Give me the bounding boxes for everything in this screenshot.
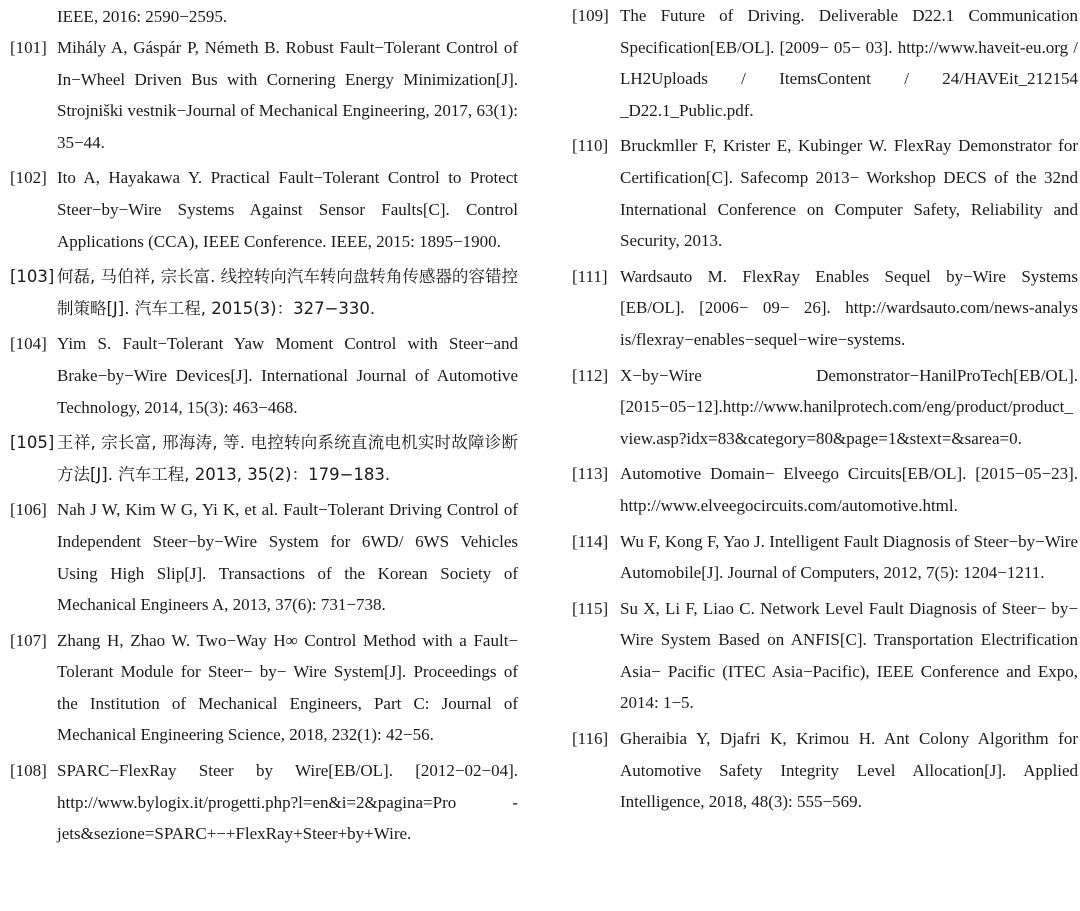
reference-text: Wardsauto M. FlexRay Enables Sequel by−Wire Systems [EB/OL]. [2006− 09− 26]. http://wardsauto.com/news-analys is/flexray−enables−sequel−wire−systems. <box>620 266 1078 349</box>
reference-item-101 <box>10 32 518 158</box>
reference-item-105 <box>10 427 518 490</box>
reference-number: [107] <box>10 630 47 650</box>
reference-text: Automotive Domain− Elveego Circuits[EB/OL]. [2015−05−23]. http://www.elveegocircuits.com/automotive.html. <box>620 464 1078 515</box>
reference-item-104 <box>10 328 518 423</box>
reference-number: [102] <box>10 168 47 188</box>
reference-column-right <box>572 0 1078 822</box>
reference-item-109 <box>572 0 1078 126</box>
reference-text: Ito A, Hayakawa Y. Practical Fault−Tolerant Control to Protect Steer−by−Wire Systems Against Sensor Faults[C]. Control Applications (CCA), IEEE Conference. IEEE, 2015: 1895−1900. <box>57 168 518 251</box>
reference-number: [112] <box>572 365 609 385</box>
reference-text: The Future of Driving. Deliverable D22.1 Communication Specification[EB/OL]. [2009− 05− 03]. http://www.haveit-eu.org / LH2Uploads / ItemsContent / 24/HAVEit_212154 _D22.1_Public.pdf. <box>620 6 1078 120</box>
reference-continuation: IEEE, 2016: 2590−2595. <box>57 7 228 26</box>
reference-text: Gheraibia Y, Djafri K, Krimou H. Ant Colony Algorithm for Automotive Safety Integrity Level Allocation[J]. Applied Intelligence, 2018, 48(3): 555−569. <box>620 729 1078 812</box>
reference-text: X−by−Wire Demonstrator−HanilProTech[EB/OL]. [2015−05−12].http://www.hanilprotech.com/eng/product/product_view.asp?idx=83&category=80&page=1&stext=&sarea=0. <box>620 365 1078 448</box>
reference-item-108 <box>10 755 518 850</box>
reference-text: Su X, Li F, Liao C. Network Level Fault Diagnosis of Steer− by− Wire System Based on ANFIS[C]. Transportation Electrification Asia− Pacific (ITEC Asia−Pacific), IEEE Conference and Expo, 2014: 1−5. <box>620 598 1078 713</box>
reference-number: [105] <box>10 433 55 453</box>
reference-number: [113] <box>572 464 609 484</box>
reference-number: [114] <box>572 531 609 551</box>
reference-item-112 <box>572 360 1078 455</box>
reference-item-113 <box>572 458 1078 521</box>
reference-item-110 <box>572 130 1078 256</box>
reference-number: [115] <box>572 598 609 618</box>
reference-text: Wu F, Kong F, Yao J. Intelligent Fault Diagnosis of Steer−by−Wire Automobile[J]. Journal of Computers, 2012, 7(5): 1204−1211. <box>620 531 1078 583</box>
reference-item-107 <box>10 625 518 751</box>
reference-number: [110] <box>572 136 609 156</box>
reference-column-left <box>10 0 518 854</box>
reference-number: [106] <box>10 500 47 520</box>
reference-number: [103] <box>10 267 55 287</box>
reference-number: [108] <box>10 761 47 781</box>
reference-text: Zhang H, Zhao W. Two−Way H∞ Control Method with a Fault− Tolerant Module for Steer− by− Wire System[J]. Proceedings of the Institution of Mechanical Engineers, Part C: Journal of Mechanical Engineering Science, 2018, 232(1): 42−56. <box>57 630 518 745</box>
reference-item-114 <box>572 526 1078 589</box>
reference-text: 何磊, 马伯祥, 宗长富. 线控转向汽车转向盘转角传感器的容错控制策略[J]. 汽车工程, 2015(3)：327−330. <box>57 267 518 318</box>
reference-text: Nah J W, Kim W G, Yi K, et al. Fault−Tolerant Driving Control of Independent Steer−by−Wire System for 6WD/ 6WS Vehicles Using High Slip[J]. Transactions of the Korean Society of Mechanical Engineers A, 2013, 37(6): 731−738. <box>57 500 518 615</box>
reference-number: [116] <box>572 729 609 749</box>
reference-number: [109] <box>572 6 609 25</box>
reference-item-116 <box>572 723 1078 818</box>
reference-item-103 <box>10 261 518 324</box>
reference-number: [101] <box>10 38 47 57</box>
reference-text: 王祥, 宗长富, 邢海涛, 等. 电控转向系统直流电机实时故障诊断方法[J]. 汽车工程, 2013, 35(2)：179−183. <box>57 433 518 484</box>
reference-text: SPARC−FlexRay Steer by Wire[EB/OL]. [2012−02−04]. http://www.bylogix.it/progetti.php?l=en&i=2&pagina=Pro - jets&sezione=SPARC+−+FlexRay+Steer+by+Wire. <box>57 761 518 844</box>
reference-item-102 <box>10 162 518 257</box>
reference-text: Mihály A, Gáspár P, Németh B. Robust Fault−Tolerant Control of In−Wheel Driven Bus with Cornering Energy Minimization[J]. Strojniški vestnik−Journal of Mechanical Engineering, 2017, 63(1): 35−44. <box>57 38 518 152</box>
reference-item-106 <box>10 494 518 620</box>
reference-number: [111] <box>572 266 608 286</box>
reference-item-115 <box>572 593 1078 719</box>
reference-number: [104] <box>10 334 47 354</box>
reference-text: Yim S. Fault−Tolerant Yaw Moment Control with Steer−and Brake−by−Wire Devices[J]. International Journal of Automotive Technology, 2014, 15(3): 463−468. <box>57 334 518 417</box>
reference-item-111 <box>572 261 1078 356</box>
reference-text: Bruckmller F, Krister E, Kubinger W. FlexRay Demonstrator for Certification[C]. Safecomp 2013− Workshop DECS of the 32nd International Conference on Computer Safety, Reliability and Security, 2013. <box>620 136 1078 251</box>
